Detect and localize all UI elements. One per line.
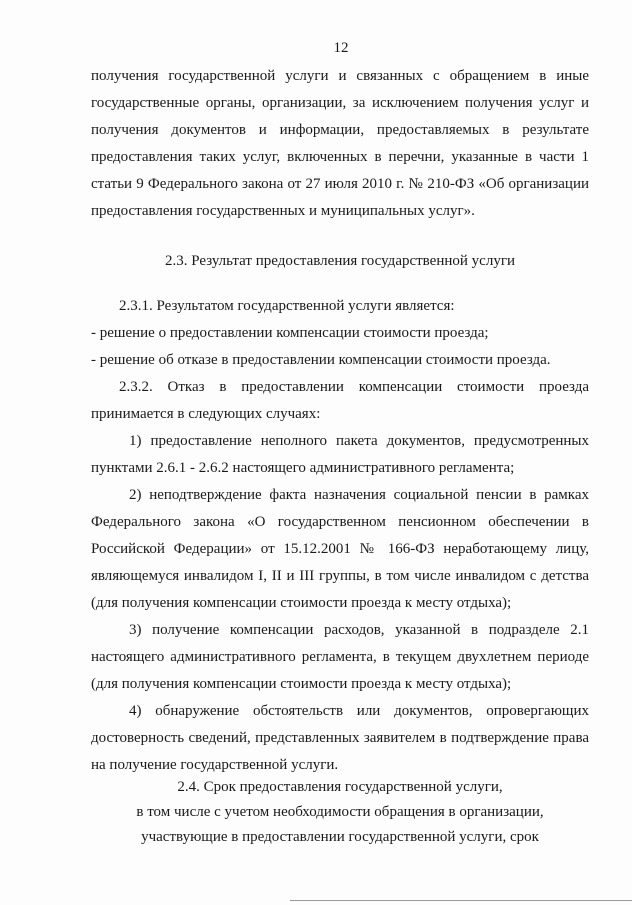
refusal-case-2: 2) неподтверждение факта назначения социальной пенсии в рамках Федерального закона «О государственном пенсионном обеспечении в Российской Федерации» от 15.12.2001 № 166-ФЗ неработающему лицу, являющемуся инвалидом I, II и III группы, в том числе инвалидом с детства (для получения компенсации стоимости проезда к месту отдыха);: [91, 487, 589, 611]
section-2-4-heading-line-2: в том числе с учетом необходимости обращения в организации,: [136, 804, 544, 820]
page-number: 12: [333, 40, 349, 56]
section-2-4-heading-line-1: 2.4. Срок предоставления государственной услуги,: [177, 779, 503, 795]
refusal-case-3: 3) получение компенсации расходов, указанной в подразделе 2.1 настоящего административного регламента, в текущем двухлетнем периоде (для получения компенсации стоимости проезда к месту отдыха);: [91, 622, 589, 692]
bottom-divider: [290, 900, 632, 901]
intro-paragraph-block: [91, 63, 589, 225]
paragraph-2-3-1: 2.3.1. Результатом государственной услуги является:: [119, 298, 455, 314]
intro-paragraph: получения государственной услуги и связанных с обращением в иные государственные органы, организации, за исключением получения услуг и получения документов и информации, предоставляемых в результате предоставления таких услуг, включенных в перечни, указанные в части 1 статьи 9 Федерального закона от 27 июля 2010 г. № 210-ФЗ «Об организации предоставления государственных и муниципальных услуг».: [91, 68, 589, 219]
paragraph-2-3-2: 2.3.2. Отказ в предоставлении компенсации стоимости проезда принимается в следующих случаях:: [91, 379, 589, 422]
section-2-3-body: [91, 293, 589, 779]
refusal-case-1: 1) предоставление неполного пакета документов, предусмотренных пунктами 2.6.1 - 2.6.2 настоящего административного регламента;: [91, 433, 589, 476]
section-2-3-heading: 2.3. Результат предоставления государственной услуги: [164, 253, 515, 269]
result-item-1: - решение о предоставлении компенсации стоимости проезда;: [91, 325, 489, 341]
section-2-4-heading-line-3: участвующие в предоставлении государственной услуги, срок: [141, 829, 539, 845]
section-2-4-heading: [91, 775, 589, 850]
result-item-2: - решение об отказе в предоставлении компенсации стоимости проезда.: [91, 352, 551, 368]
refusal-case-4: 4) обнаружение обстоятельств или документов, опровергающих достоверность сведений, представленных заявителем в подтверждение права на получение государственной услуги.: [91, 703, 589, 773]
